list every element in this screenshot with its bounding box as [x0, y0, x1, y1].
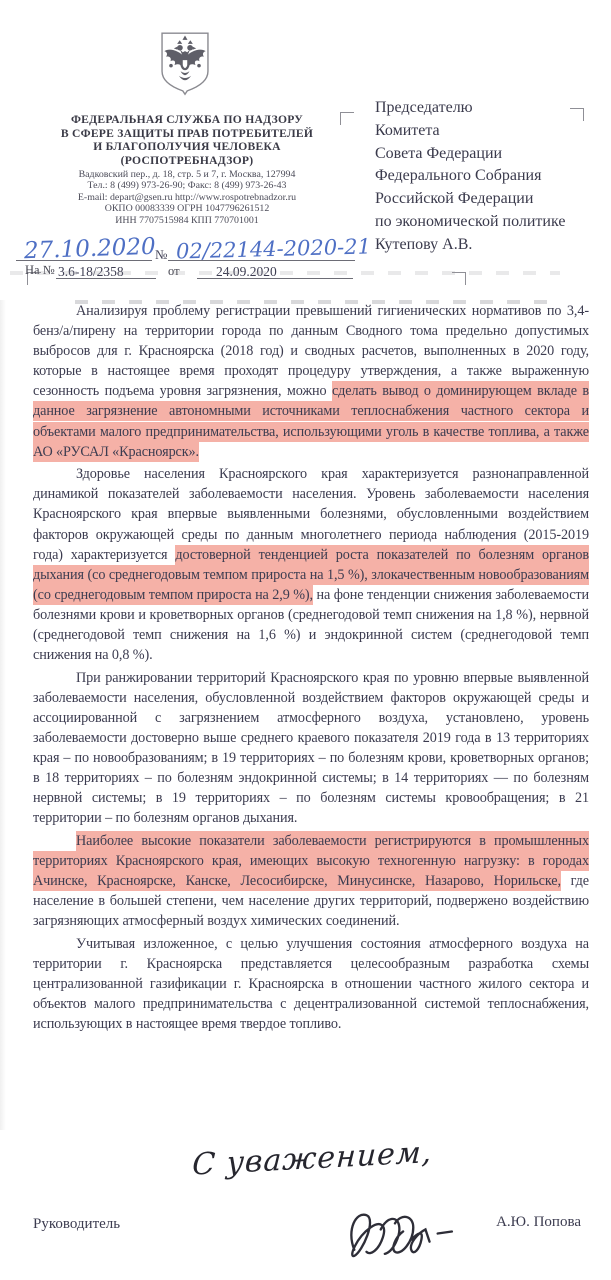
letterhead-inn-kpp: ИНН 7707515984 КПП 770701001: [115, 214, 259, 226]
field-underline: [168, 260, 355, 261]
signature-autograph-icon: [336, 1198, 458, 1266]
crop-mark-top-left: [340, 112, 354, 125]
incoming-number: 3.6-18/2358: [58, 264, 124, 279]
highlighted-text: сделать вывод о доминирующем вкладе в данное загрязнение автономными источниками теплоснабжения частного сектора и объектами малого предпринимательства, использующими уголь в качестве топлива, а также АО «РУСАЛ «Красноярск».: [33, 383, 589, 460]
recipient-block: [375, 97, 590, 257]
recipient-line: Федерального Собрания: [375, 167, 542, 185]
field-underline: [16, 260, 152, 261]
body-paragraph: [33, 301, 589, 462]
body-text: Анализируя проблему регистрации превышений гигиенических нормативов по 3,4-бенз/а/пирену на территории города по данным Сводного тома предельно допустимых выбросов для г. Красноярска (2018 год) и сводных расчетов, выполненных в 2020 году, которые в настоящее время проходят процедуру утверждения, а также выраженную сезонность подъема уровня загрязнения, можно: [33, 303, 589, 400]
incoming-date: 24.09.2020: [216, 264, 277, 279]
letterhead-org-name: [28, 113, 346, 167]
letterhead-email-web: E-mail: depart@gsen.ru http://www.rospotrebnadzor.ru: [77, 191, 297, 203]
body-paragraph: [33, 464, 589, 665]
letterhead-contact-block: [28, 169, 346, 226]
letterhead-address: Вадковский пер., д. 18, стр. 5 и 7, г. Москва, 127994: [78, 169, 296, 180]
closing-handwritten: С уважением,: [191, 1134, 434, 1183]
body-paragraph: [33, 831, 589, 931]
from-label: от: [168, 264, 180, 278]
recipient-line: по экономической политике: [375, 212, 566, 230]
on-number-label: На №: [25, 263, 55, 277]
signer-position: Руководитель: [33, 1216, 121, 1232]
body-text: Здоровье населения Красноярского края характеризуется разнонаправленной динамикой показателей заболеваемости населения. Уровень заболеваемости населения Красноярского края впервые выявленными болезнями, обусловленными воздействием факторов окружающей среды по данным многолетнего периода наблюдения (2015-2019 года) характеризуется: [33, 466, 589, 563]
letterhead-okpo-ogrn: ОКПО 00083339 ОГРН 1047796261512: [104, 203, 270, 215]
org-name-line: В СФЕРЕ ЗАЩИТЫ ПРАВ ПОТРЕБИТЕЛЕЙ: [60, 126, 314, 140]
crop-mark-top-right: [570, 108, 584, 121]
scan-edge-shade: [0, 300, 6, 1130]
letter-body: [33, 301, 589, 1037]
signer-name: А.Ю. Попова: [496, 1214, 581, 1230]
number-sign-label: №: [155, 247, 168, 262]
highlighted-text: Наиболее высокие показатели заболеваемости регистрируются в промышленных территориях Красноярского края, имеющих высокую техногенную нагрузку: в городах Ачинске, Красноярске, Канске, Лесосибирске, Минусинске, Назарово, Норильске,: [33, 832, 589, 890]
body-paragraph: [33, 668, 589, 829]
recipient-line: Российской Федерации: [375, 190, 534, 208]
recipient-line: Комитета: [375, 121, 440, 139]
field-underline: [197, 278, 353, 279]
org-name-line: (РОСПОТРЕБНАДЗОР): [120, 153, 254, 167]
field-underline: [56, 278, 156, 279]
letterhead-phone-fax: Тел.: 8 (499) 973-26-90; Факс: 8 (499) 973-26-43: [87, 180, 287, 192]
recipient-line: Совета Федерации: [375, 144, 503, 162]
body-text: где население в большей степени, чем население других территорий, подвержено воздействию загрязняющих атмосферный воздух химических соединений.: [33, 873, 589, 930]
org-name-line: ФЕДЕРАЛЬНАЯ СЛУЖБА ПО НАДЗОРУ: [70, 113, 304, 126]
body-text: на фоне тенденции снижения заболеваемости болезнями крови и кроветворных органов (среднегодовой темп снижения на 1,8 %), нервной (среднегодовой темп снижения на 1,6 %) и эндокринной систем (среднегодовой темп снижения на 0,8 %).: [33, 586, 589, 664]
scan-artifact-line: [10, 271, 560, 275]
coat-of-arms-icon: [157, 30, 213, 98]
recipient-line: Председателю: [375, 99, 473, 116]
recipient-line: Кутепову А.В.: [375, 235, 473, 253]
outgoing-date-handwritten: 27.10.2020: [23, 233, 157, 265]
org-name-line: И БЛАГОПОЛУЧИЯ ЧЕЛОВЕКА: [93, 140, 281, 154]
body-text: Учитывая изложенное, с целью улучшения состояния атмосферного воздуха на территории г. Красноярска представляется целесообразным разработка схемы централизованной газификации г. Красноярска в отношении частного жилого сектора и объектов малого предпринимательства с децентрализованной системой теплоснабжения, использующих в настоящее время твердое топливо.: [33, 935, 589, 1033]
outgoing-number-handwritten: 02/22144-2020-21: [175, 234, 372, 264]
body-text: При ранжировании территорий Красноярского края по уровню впервые выявленной заболеваемости населения, обусловленной воздействием факторов окружающей среды и ассоциированной с загрязнением атмосферного воздуха, установлено, уровень заболеваемости достоверно выше среднего краевого показателя 2019 года в 13 территориях края – по новообразованиям; в 19 территориях – по болезням крови, кроветворных органов; в 18 территориях – по болезням эндокринной системы; в 14 территориях — по болезням нервной системы; в 19 территориях – по болезням системы кровообращения; в 21 территории – по болезням органов дыхания.: [33, 669, 589, 827]
body-paragraph: [33, 934, 589, 1034]
highlighted-text: достоверной тенденцией роста показателей по болезням органов дыхания (со среднегодовым темпом прироста на 1,5 %), злокачественным новообразованиям (со среднегодовым темпом прироста на 2,9 %),: [33, 546, 589, 603]
